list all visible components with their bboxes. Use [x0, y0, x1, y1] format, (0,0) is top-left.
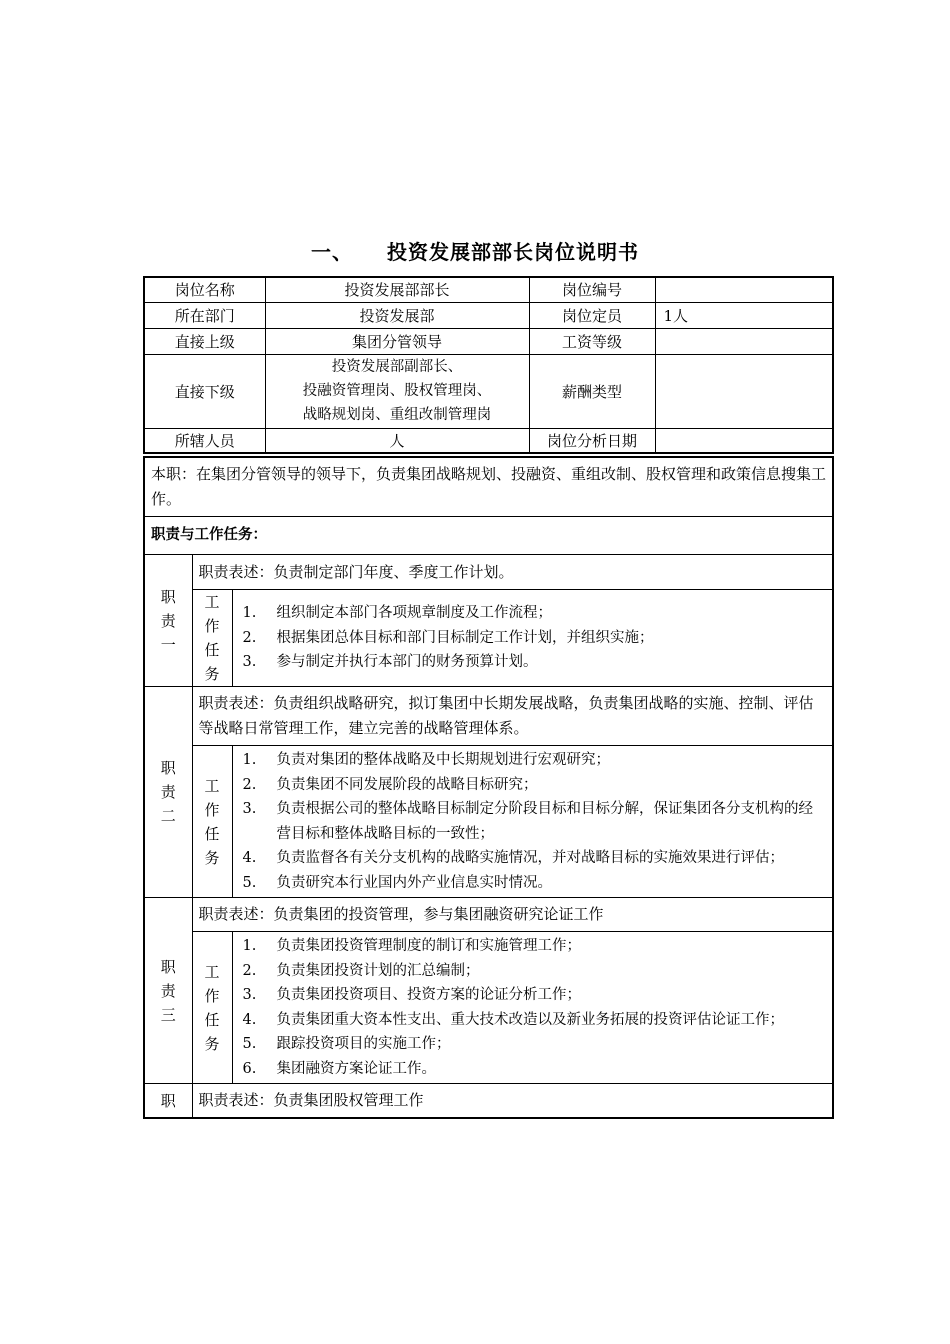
- duty-label: [144, 555, 192, 687]
- duty-task-row: [144, 590, 833, 687]
- task-item: [243, 626, 827, 651]
- duty-description: 职责表述：负责制定部门年度、季度工作计划。: [192, 555, 833, 590]
- duty-description: 职责表述：负责集团的投资管理，参与集团融资研究论证工作: [192, 898, 833, 932]
- task-number: 5.: [242, 1036, 257, 1052]
- subordinate-label: 直接下级: [144, 354, 265, 428]
- duty-task-row: [144, 746, 833, 898]
- duties-table: [143, 456, 834, 1119]
- task-text: 负责集团投资项目、投资方案的论证分析工作；: [276, 987, 581, 1003]
- position-name-value: 投资发展部部长: [265, 277, 529, 302]
- duties-header: 职责与工作任务：: [144, 517, 833, 555]
- staff-value: 人: [265, 428, 529, 453]
- pay-type-value: [655, 354, 833, 428]
- info-row: [144, 328, 833, 354]
- duty-label: [144, 898, 192, 1084]
- salary-grade-value: [655, 328, 833, 354]
- task-item: [243, 773, 827, 798]
- task-item: [243, 871, 827, 896]
- duty-desc-row: [144, 1084, 833, 1119]
- task-number: 4.: [242, 1011, 257, 1028]
- task-number: 5.: [242, 874, 257, 891]
- task-number: 6.: [242, 1060, 257, 1077]
- task-item: [243, 650, 827, 675]
- department-label: 所在部门: [144, 302, 265, 328]
- task-list: [232, 746, 833, 898]
- task-item: [243, 983, 827, 1008]
- task-item: [243, 1057, 827, 1082]
- task-text: 参与制定并执行本部门的财务预算计划。: [276, 654, 538, 671]
- duty-label-text: 职 责 一: [160, 587, 176, 654]
- duty-label: [144, 687, 192, 898]
- task-label: [192, 932, 232, 1084]
- task-text: 根据集团总体目标和部门目标制定工作计划，并组织实施；: [276, 629, 654, 646]
- task-label-text: 工 作 任 务: [204, 593, 220, 683]
- quota-label: 岗位定员: [529, 302, 655, 328]
- task-text: 负责集团投资计划的汇总编制；: [276, 962, 480, 979]
- task-text: 负责集团重大资本性支出、重大技术改造以及新业务拓展的投资评估论证工作；: [276, 1011, 784, 1028]
- task-label-text: 工 作 任 务: [204, 776, 220, 867]
- task-text: 负责研究本行业国内外产业信息实时情况。: [276, 874, 552, 891]
- duty-description: 职责表述：负责集团股权管理工作: [192, 1084, 833, 1119]
- task-text: 组织制定本部门各项规章制度及工作流程；: [276, 605, 552, 622]
- duty-task-row: [144, 932, 833, 1084]
- task-text: 负责监督各有关分支机构的战略实施情况，并对战略目标的实施效果进行评估；: [276, 850, 784, 866]
- superior-label: 直接上级: [144, 328, 265, 354]
- task-list: [232, 932, 833, 1084]
- task-number: 2.: [242, 776, 257, 793]
- subordinate-value: [265, 354, 529, 428]
- department-value: 投资发展部: [265, 302, 529, 328]
- analysis-date-value: [655, 428, 833, 453]
- title-text: 投资发展部部长岗位说明书: [387, 240, 639, 264]
- task-number: 1.: [242, 752, 257, 768]
- page-title: [0, 236, 950, 265]
- duty-label-text: 职 责 二: [160, 759, 176, 825]
- task-number: 4.: [242, 850, 257, 866]
- task-label: [192, 746, 232, 898]
- task-item: [243, 846, 827, 871]
- duty-description: 职责表述：负责组织战略研究，拟订集团中长期发展战略，负责集团战略的实施、控制、评估等战略日常管理工作，建立完善的战略管理体系。: [192, 687, 833, 746]
- title-number: 一、: [311, 240, 353, 264]
- task-number: 3.: [242, 654, 257, 671]
- task-text: 集团融资方案论证工作。: [276, 1060, 436, 1077]
- task-text: 跟踪投资项目的实施工作；: [276, 1036, 451, 1052]
- quota-value: 1人: [655, 302, 833, 328]
- task-label-text: 工 作 任 务: [204, 962, 220, 1053]
- job-summary: 本职：在集团分管领导的领导下，负责集团战略规划、投融资、重组改制、股权管理和政策信息搜集工作。: [144, 457, 833, 517]
- task-number: 1.: [242, 938, 257, 954]
- info-row: [144, 428, 833, 453]
- task-number: 3.: [242, 801, 257, 817]
- duty-desc-row: [144, 898, 833, 932]
- subordinate-line: 投资发展部副部长、: [331, 359, 463, 375]
- position-code-label: 岗位编号: [529, 277, 655, 302]
- info-row: [144, 354, 833, 428]
- position-info-table: [143, 276, 834, 454]
- task-item: [243, 934, 827, 959]
- task-item: [243, 797, 827, 846]
- superior-value: 集团分管领导: [265, 328, 529, 354]
- task-text: 负责集团不同发展阶段的战略目标研究；: [276, 776, 538, 793]
- duty-desc-row: [144, 555, 833, 590]
- subordinate-line: 投融资管理岗、股权管理岗、: [302, 383, 492, 399]
- task-number: 2.: [242, 629, 257, 646]
- task-number: 2.: [242, 962, 257, 979]
- duties-header-row: [144, 517, 833, 555]
- task-number: 3.: [242, 987, 257, 1003]
- analysis-date-label: 岗位分析日期: [529, 428, 655, 453]
- task-item: [243, 601, 827, 626]
- task-list: [232, 590, 833, 687]
- info-row: [144, 277, 833, 302]
- duty-label-text: 职 责 三: [160, 957, 176, 1024]
- task-number: 1.: [242, 605, 257, 622]
- task-label: [192, 590, 232, 687]
- duty-desc-row: [144, 687, 833, 746]
- subordinate-line: 战略规划岗、重组改制管理岗: [302, 407, 492, 423]
- summary-row: [144, 457, 833, 517]
- task-item: [243, 748, 827, 773]
- duty-label: 职: [144, 1084, 192, 1119]
- task-text: 负责集团投资管理制度的制订和实施管理工作；: [276, 938, 581, 954]
- task-item: [243, 1008, 827, 1033]
- position-code-value: [655, 277, 833, 302]
- task-item: [243, 959, 827, 984]
- info-row: [144, 302, 833, 328]
- task-text: 负责根据公司的整体战略目标制定分阶段目标和目标分解，保证集团各分支机构的经营目标和整体战略目标的一致性；: [276, 801, 813, 842]
- staff-label: 所辖人员: [144, 428, 265, 453]
- pay-type-label: 薪酬类型: [529, 354, 655, 428]
- task-text: 负责对集团的整体战略及中长期规划进行宏观研究；: [276, 752, 610, 768]
- position-name-label: 岗位名称: [144, 277, 265, 302]
- task-item: [243, 1032, 827, 1057]
- salary-grade-label: 工资等级: [529, 328, 655, 354]
